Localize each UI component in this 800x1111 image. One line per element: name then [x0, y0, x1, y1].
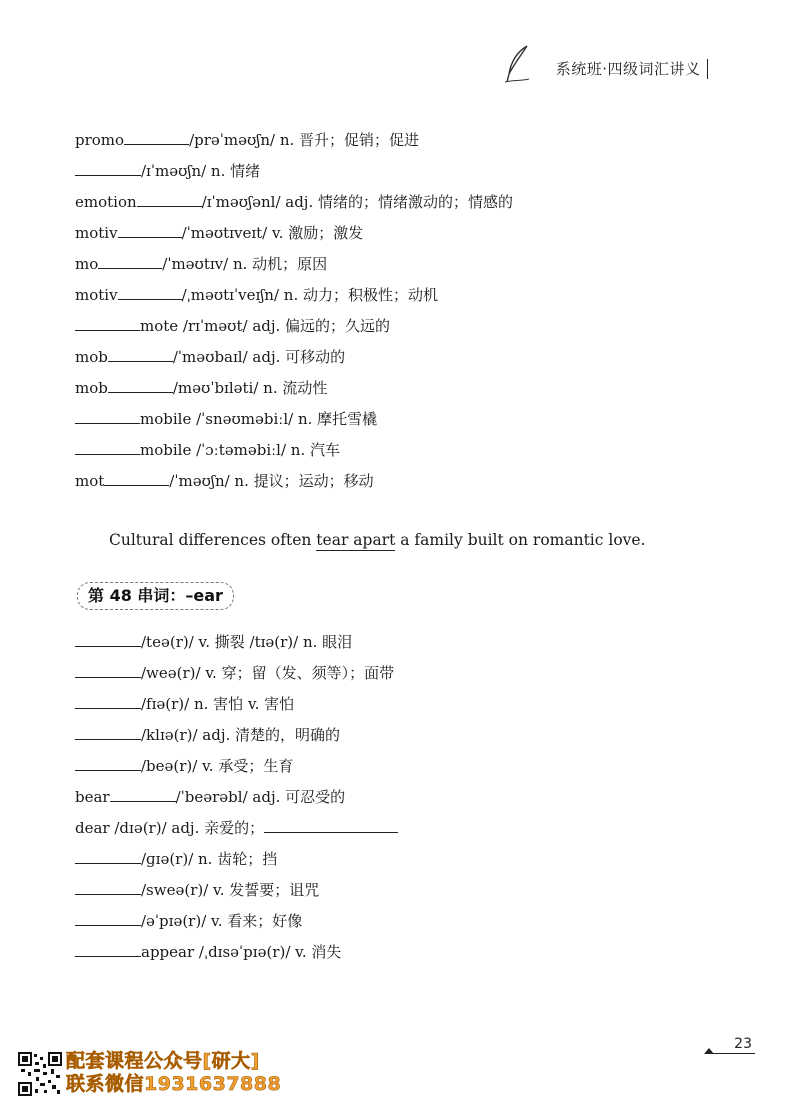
list-item	[75, 786, 345, 807]
entry-text: /ˈbeərəbl/ adj. 可忍受的	[175, 788, 346, 806]
list-item	[75, 879, 319, 900]
fill-blank[interactable]	[75, 848, 141, 864]
entry-prefix: bear	[75, 788, 110, 806]
entry-text: /ˈməʊtɪveɪt/ v. 激励；激发	[181, 224, 364, 242]
list-item	[75, 817, 398, 838]
fill-blank[interactable]	[75, 662, 141, 678]
entry-text: /weə(r)/ v. 穿；留（发、须等）；面带	[141, 664, 395, 682]
list-item	[75, 377, 327, 398]
list-item	[75, 470, 374, 491]
fill-blank[interactable]	[75, 315, 140, 331]
entry-text: /ɡɪə(r)/ n. 齿轮；挡	[141, 850, 278, 868]
entry-prefix: emotion	[75, 193, 137, 211]
fill-blank[interactable]	[124, 129, 189, 145]
entry-prefix: motiv	[75, 224, 118, 242]
promo-watermark	[66, 1050, 281, 1096]
list-item	[75, 191, 513, 212]
fill-blank[interactable]	[75, 439, 140, 455]
entry-prefix: motiv	[75, 286, 118, 304]
entry-text: /ɪˈməʊʃn/ n. 情绪	[141, 162, 261, 180]
list-item	[75, 941, 341, 962]
fill-blank[interactable]	[118, 284, 182, 300]
sentence-text: Cultural differences often	[109, 531, 317, 549]
section-label: 第 48 串词：–ear	[77, 582, 234, 610]
entry-text: /ˈməʊbaɪl/ adj. 可移动的	[172, 348, 346, 366]
example-sentence	[109, 531, 646, 549]
fill-blank[interactable]	[118, 222, 182, 238]
sentence-underlined-phrase: tear apart	[316, 531, 396, 549]
page-number-rule	[710, 1053, 755, 1054]
list-item	[75, 315, 390, 336]
entry-text: appear /ˌdɪsəˈpɪə(r)/ v. 消失	[141, 943, 342, 961]
list-item	[75, 631, 352, 652]
sentence-text: a family built on romantic love.	[395, 531, 646, 549]
entry-prefix: mob	[75, 348, 108, 366]
header-title: 系统班·四级词汇讲义	[555, 60, 701, 78]
list-item	[75, 408, 377, 429]
fill-blank[interactable]	[137, 191, 202, 207]
list-item	[75, 693, 294, 714]
entry-prefix: dear /dɪə(r)/ adj. 亲爱的；	[75, 819, 265, 837]
entry-text: /fɪə(r)/ n. 害怕 v. 害怕	[141, 695, 295, 713]
entry-text: /beə(r)/ v. 承受；生育	[141, 757, 294, 775]
list-item	[75, 284, 438, 305]
entry-prefix: promo	[75, 131, 125, 149]
fill-blank[interactable]	[108, 377, 173, 393]
list-item	[75, 222, 363, 243]
page-header	[556, 58, 708, 79]
entry-text: mobile /ˈɔːtəməbiːl/ n. 汽车	[140, 441, 341, 459]
entry-text: /ɪˈməʊʃənl/ adj. 情绪的；情绪激动的；情感的	[201, 193, 513, 211]
header-divider	[707, 59, 709, 79]
promo-line-2: 联系微信1931637888	[66, 1073, 282, 1095]
qr-code-icon	[18, 1052, 62, 1096]
fill-blank[interactable]	[104, 470, 169, 486]
list-item	[75, 160, 260, 181]
fill-blank[interactable]	[75, 693, 141, 709]
list-item	[75, 910, 302, 931]
fill-blank[interactable]	[98, 253, 162, 269]
page-number: 23	[734, 1036, 752, 1052]
fill-blank[interactable]	[75, 879, 141, 895]
fill-blank[interactable]	[75, 408, 140, 424]
entry-text: /ˈməʊtɪv/ n. 动机；原因	[162, 255, 328, 273]
fill-blank[interactable]	[110, 786, 176, 802]
fill-blank[interactable]	[75, 631, 141, 647]
entry-text: /prəˈməʊʃn/ n. 晋升；促销；促进	[189, 131, 420, 149]
list-item	[75, 129, 419, 150]
entry-text: /əˈpɪə(r)/ v. 看来；好像	[141, 912, 303, 930]
list-item	[75, 724, 340, 745]
entry-text: /teə(r)/ v. 撕裂 /tɪə(r)/ n. 眼泪	[141, 633, 353, 651]
entry-text: /klɪə(r)/ adj. 清楚的，明确的	[141, 726, 341, 744]
fill-blank[interactable]	[264, 817, 398, 833]
entry-text: /ˌməʊtɪˈveɪʃn/ n. 动力；积极性；动机	[181, 286, 438, 304]
fill-blank[interactable]	[75, 160, 141, 176]
list-item	[75, 755, 293, 776]
quill-pen-icon	[503, 44, 531, 84]
entry-prefix: mo	[75, 255, 99, 273]
list-item	[75, 346, 345, 367]
fill-blank[interactable]	[75, 910, 141, 926]
entry-text: /məʊˈbɪləti/ n. 流动性	[172, 379, 328, 397]
entry-text: /ˈməʊʃn/ n. 提议；运动；移动	[169, 472, 374, 490]
entry-text: mote /rɪˈməʊt/ adj. 偏远的；久远的	[140, 317, 391, 335]
list-item	[75, 848, 277, 869]
list-item	[75, 439, 340, 460]
entry-text: /sweə(r)/ v. 发誓要；诅咒	[141, 881, 320, 899]
fill-blank[interactable]	[75, 941, 141, 957]
entry-prefix: mot	[75, 472, 105, 490]
entry-text: mobile /ˈsnəʊməbiːl/ n. 摩托雪橇	[140, 410, 378, 428]
list-item	[75, 253, 327, 274]
fill-blank[interactable]	[75, 755, 141, 771]
list-item	[75, 662, 394, 683]
entry-prefix: mob	[75, 379, 108, 397]
fill-blank[interactable]	[108, 346, 173, 362]
fill-blank[interactable]	[75, 724, 141, 740]
promo-line-1: 配套课程公众号[研大]	[66, 1050, 260, 1072]
